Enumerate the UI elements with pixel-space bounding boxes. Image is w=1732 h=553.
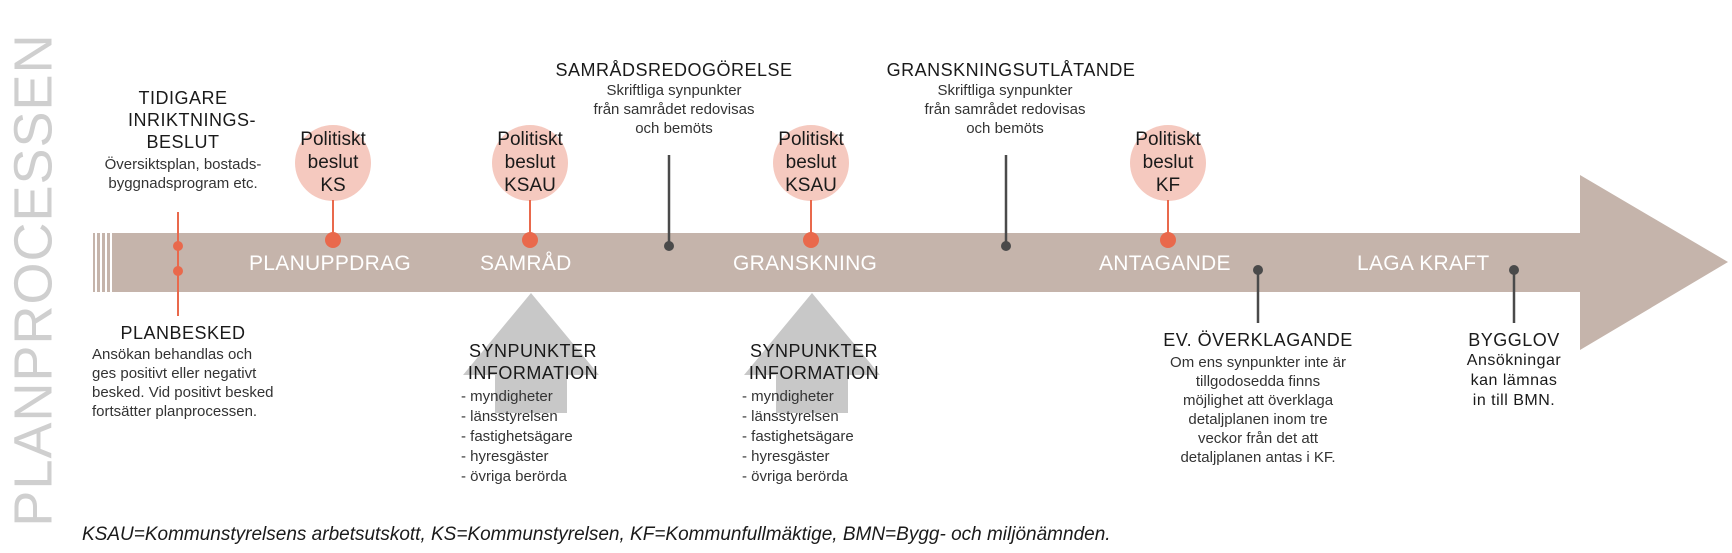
samradsredogorelse-description: Skriftliga synpunkter från samrådet redovisas och bemöts <box>593 82 755 137</box>
synpunkter-heading-2: SYNPUNKTER INFORMATION <box>748 341 880 383</box>
planbesked-heading: PLANBESKED <box>120 323 246 343</box>
tidigare-description: Översiktsplan, bostads- byggnadsprogram etc. <box>104 156 262 192</box>
list-item: - fastighetsägare <box>461 428 573 445</box>
overklagande-marker <box>1253 265 1263 275</box>
side-title-text: PLANPROCESSEN <box>4 33 64 527</box>
decision-label-ksau-1: Politiskt beslut KSAU <box>497 129 563 196</box>
bygglov-description: Ansökningar kan lämnas in till BMN. <box>1466 352 1562 409</box>
phase-laga-kraft: LAGA KRAFT <box>1357 252 1490 275</box>
phase-antagande: ANTAGANDE <box>1099 252 1231 275</box>
decision-marker-kf <box>1160 232 1176 248</box>
synpunkter-list-2 <box>742 387 854 487</box>
list-item: - övriga berörda <box>742 468 848 485</box>
bygglov-marker <box>1509 265 1519 275</box>
overklagande-description: Om ens synpunkter inte är tillgodosedda finns möjlighet att överklaga detaljplanen inom tre veckor från det att detaljplanen antas i KF. <box>1170 354 1346 466</box>
list-item: - myndigheter <box>742 388 834 405</box>
granskningsutlatande-description: Skriftliga synpunkter från samrådet redovisas och bemöts <box>924 82 1086 137</box>
list-item: - länsstyrelsen <box>742 408 839 425</box>
granskningsutlatande-heading: GRANSKNINGSUTLÅTANDE <box>886 60 1136 80</box>
footnote: KSAU=Kommunstyrelsens arbetsutskott, KS=Kommunstyrelsen, KF=Kommunfullmäktige, BMN=Bygg- och miljönämnden. <box>82 524 1111 545</box>
overklagande-heading: EV. ÖVERKLAGANDE <box>1163 330 1353 350</box>
phase-samrad: SAMRÅD <box>480 252 572 275</box>
planbesked-marker <box>173 266 183 276</box>
list-item: - hyresgäster <box>742 448 830 465</box>
synpunkter-list-1 <box>461 387 573 487</box>
decision-label-kf: Politiskt beslut KF <box>1135 129 1201 196</box>
list-item: - myndigheter <box>461 388 553 405</box>
phase-planuppdrag: PLANUPPDRAG <box>249 252 412 275</box>
list-item: - övriga berörda <box>461 468 567 485</box>
planbesked-description: Ansökan behandlas och ges positivt eller negativt besked. Vid positivt besked fortsätter planprocessen. <box>92 346 274 420</box>
tidigare-marker <box>173 241 183 251</box>
decision-label-ksau-2: Politiskt beslut KSAU <box>778 129 844 196</box>
list-item: - hyresgäster <box>461 448 549 465</box>
samradsredogorelse-marker <box>664 241 674 251</box>
granskningsutlatande-marker <box>1001 241 1011 251</box>
decision-marker-ksau-1 <box>522 232 538 248</box>
tidigare-heading: TIDIGARE INRIKTNINGS- BESLUT <box>128 88 257 152</box>
decision-marker-ks <box>325 232 341 248</box>
decision-marker-ksau-2 <box>803 232 819 248</box>
samradsredogorelse-heading: SAMRÅDSREDOGÖRELSE <box>555 60 793 80</box>
list-item: - fastighetsägare <box>742 428 854 445</box>
list-item: - länsstyrelsen <box>461 408 558 425</box>
bygglov-heading: BYGGLOV <box>1468 330 1560 350</box>
decision-label-ks: Politiskt beslut KS <box>300 129 366 196</box>
phase-granskning: GRANSKNING <box>733 252 878 275</box>
synpunkter-heading-1: SYNPUNKTER INFORMATION <box>467 341 599 383</box>
